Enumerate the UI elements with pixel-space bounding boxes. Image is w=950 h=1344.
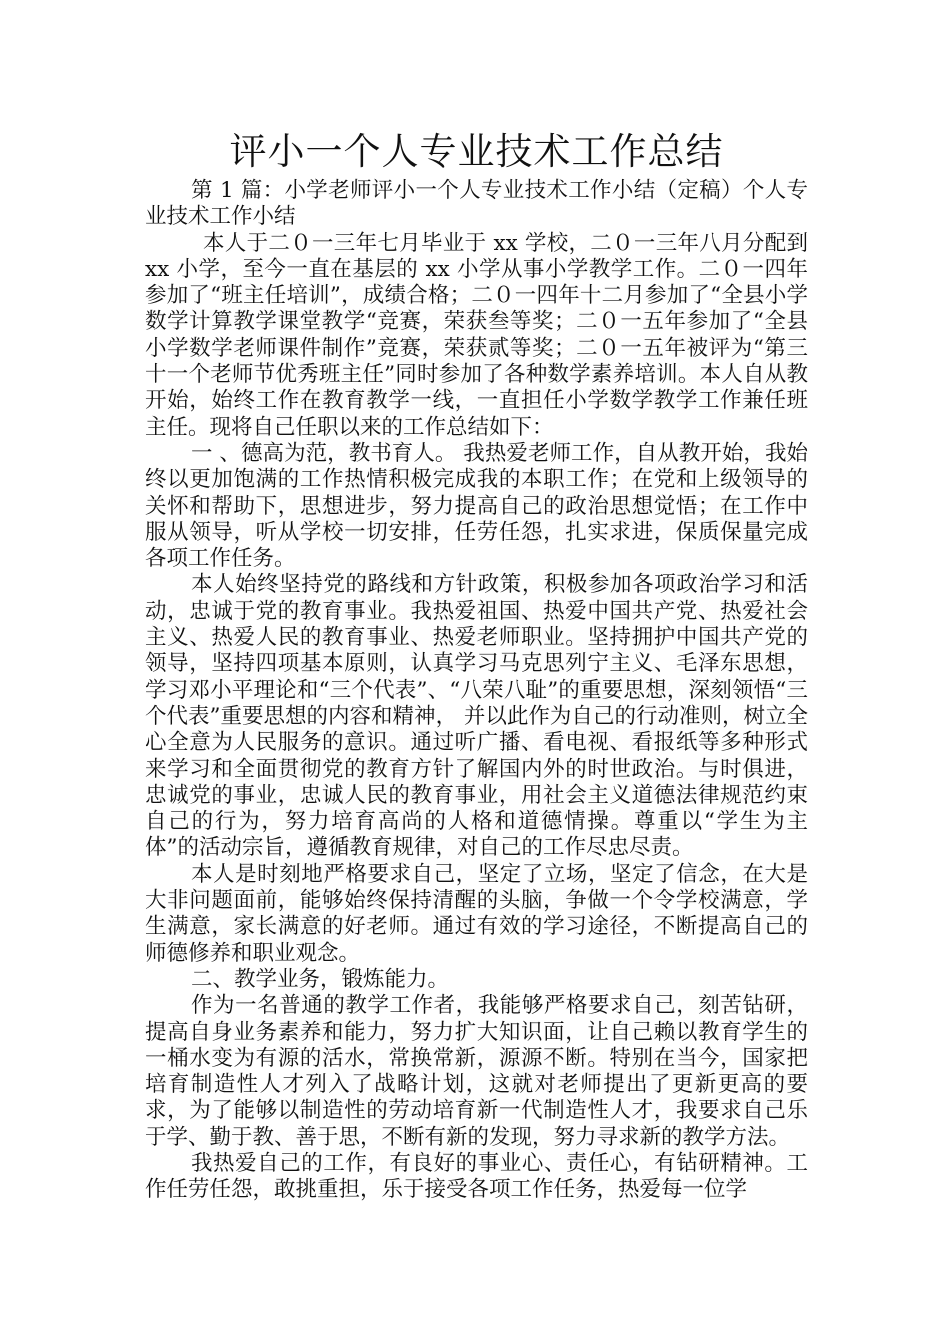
document-page [145,128,808,1204]
document-title: 评小一个人专业技术工作总结 [229,130,724,173]
paragraph-work-attitude: 我热爱自己的工作，有良好的事业心、责任心，有钻研精神。工作任劳任怨，敢挑重担，乐于接受各项工作任务，热爱每一位学 [145,1150,808,1203]
paragraph-self-discipline: 本人是时刻地严格要求自己，坚定了立场，坚定了信念，在大是大非问题面前，能够始终保持清醒的头脑，争做一个令学校满意，学生满意，家长满意的好老师。通过有效的学习途径，不断提高自己的师德修养和职业观念。 [145,861,808,966]
paragraph-section-one: 一 、德高为范，教书育人。 我热爱老师工作，自从教开始，我始终以更加饱满的工作热情积极完成我的本职工作；在党和上级领导的关怀和帮助下，思想进步，努力提高自己的政治思想觉悟；在工作中服从领导，听从学校一切安排，任劳任怨，扎实求进，保质保量完成各项工作任务。 [145,440,808,572]
paragraph-intro: 本人于二０一三年七月毕业于 xx 学校，二０一三年八月分配到 xx 小学，至今一直在基层的 xx 小学从事小学教学工作。二０一四年参加了“班主任培训”，成绩合格；二０一四年十二月参加了“全县小学数学计算教学课堂教学“竞赛，荣获叁等奖；二０一五年参加了“全县小学数学老师课件制作”竞赛，荣获贰等奖；二０一五年被评为“第三十一个老师节优秀班主任”同时参加了各种数学素养培训。本人自从教开始，始终工作在教育教学一线，一直担任小学数学教学工作兼任班主任。现将自己任职以来的工作总结如下： [145,230,808,440]
paragraph-politics: 本人始终坚持党的路线和方针政策，积极参加各项政治学习和活动，忠诚于党的教育事业。我热爱祖国、热爱中国共产党、热爱社会主义、热爱人民的教育事业、热爱老师职业。坚持拥护中国共产党的领导，坚持四项基本原则，认真学习马克思列宁主义、毛泽东思想，学习邓小平理论和“三个代表”、“八荣八耻”的重要思想，深刻领悟“三个代表”重要思想的内容和精神， 并以此作为自己的行动准则，树立全心全意为人民服务的意识。通过听广播、看电视、看报纸等多种形式来学习和全面贯彻党的教育方针了解国内外的时世政治。与时俱进，忠诚党的事业，忠诚人民的教育事业，用社会主义道德法律规范约束自己的行为，努力培育高尚的人格和道德情操。尊重以“学生为主体”的活动宗旨，遵循教育规律，对自己的工作尽忠尽责。 [145,572,808,861]
section-heading-teaching: 二、教学业务，锻炼能力。 [191,966,450,992]
document-subtitle: 第 1 篇：小学老师评小一个人专业技术工作小结（定稿）个人专业技术工作小结 [145,178,808,230]
paragraph-teaching-ability: 作为一名普通的教学工作者，我能够严格要求自己，刻苦钻研，提高自身业务素养和能力，努力扩大知识面，让自己赖以教育学生的一桶水变为有源的活水，常换常新，源源不断。特别在当今，国家把培育制造性人才列入了战略计划，这就对老师提出了更新更高的要求，为了能够以制造性的劳动培育新一代制造性人才，我要求自己乐于学、勤于教、善于思，不断有新的发现，努力寻求新的教学方法。 [145,993,808,1150]
